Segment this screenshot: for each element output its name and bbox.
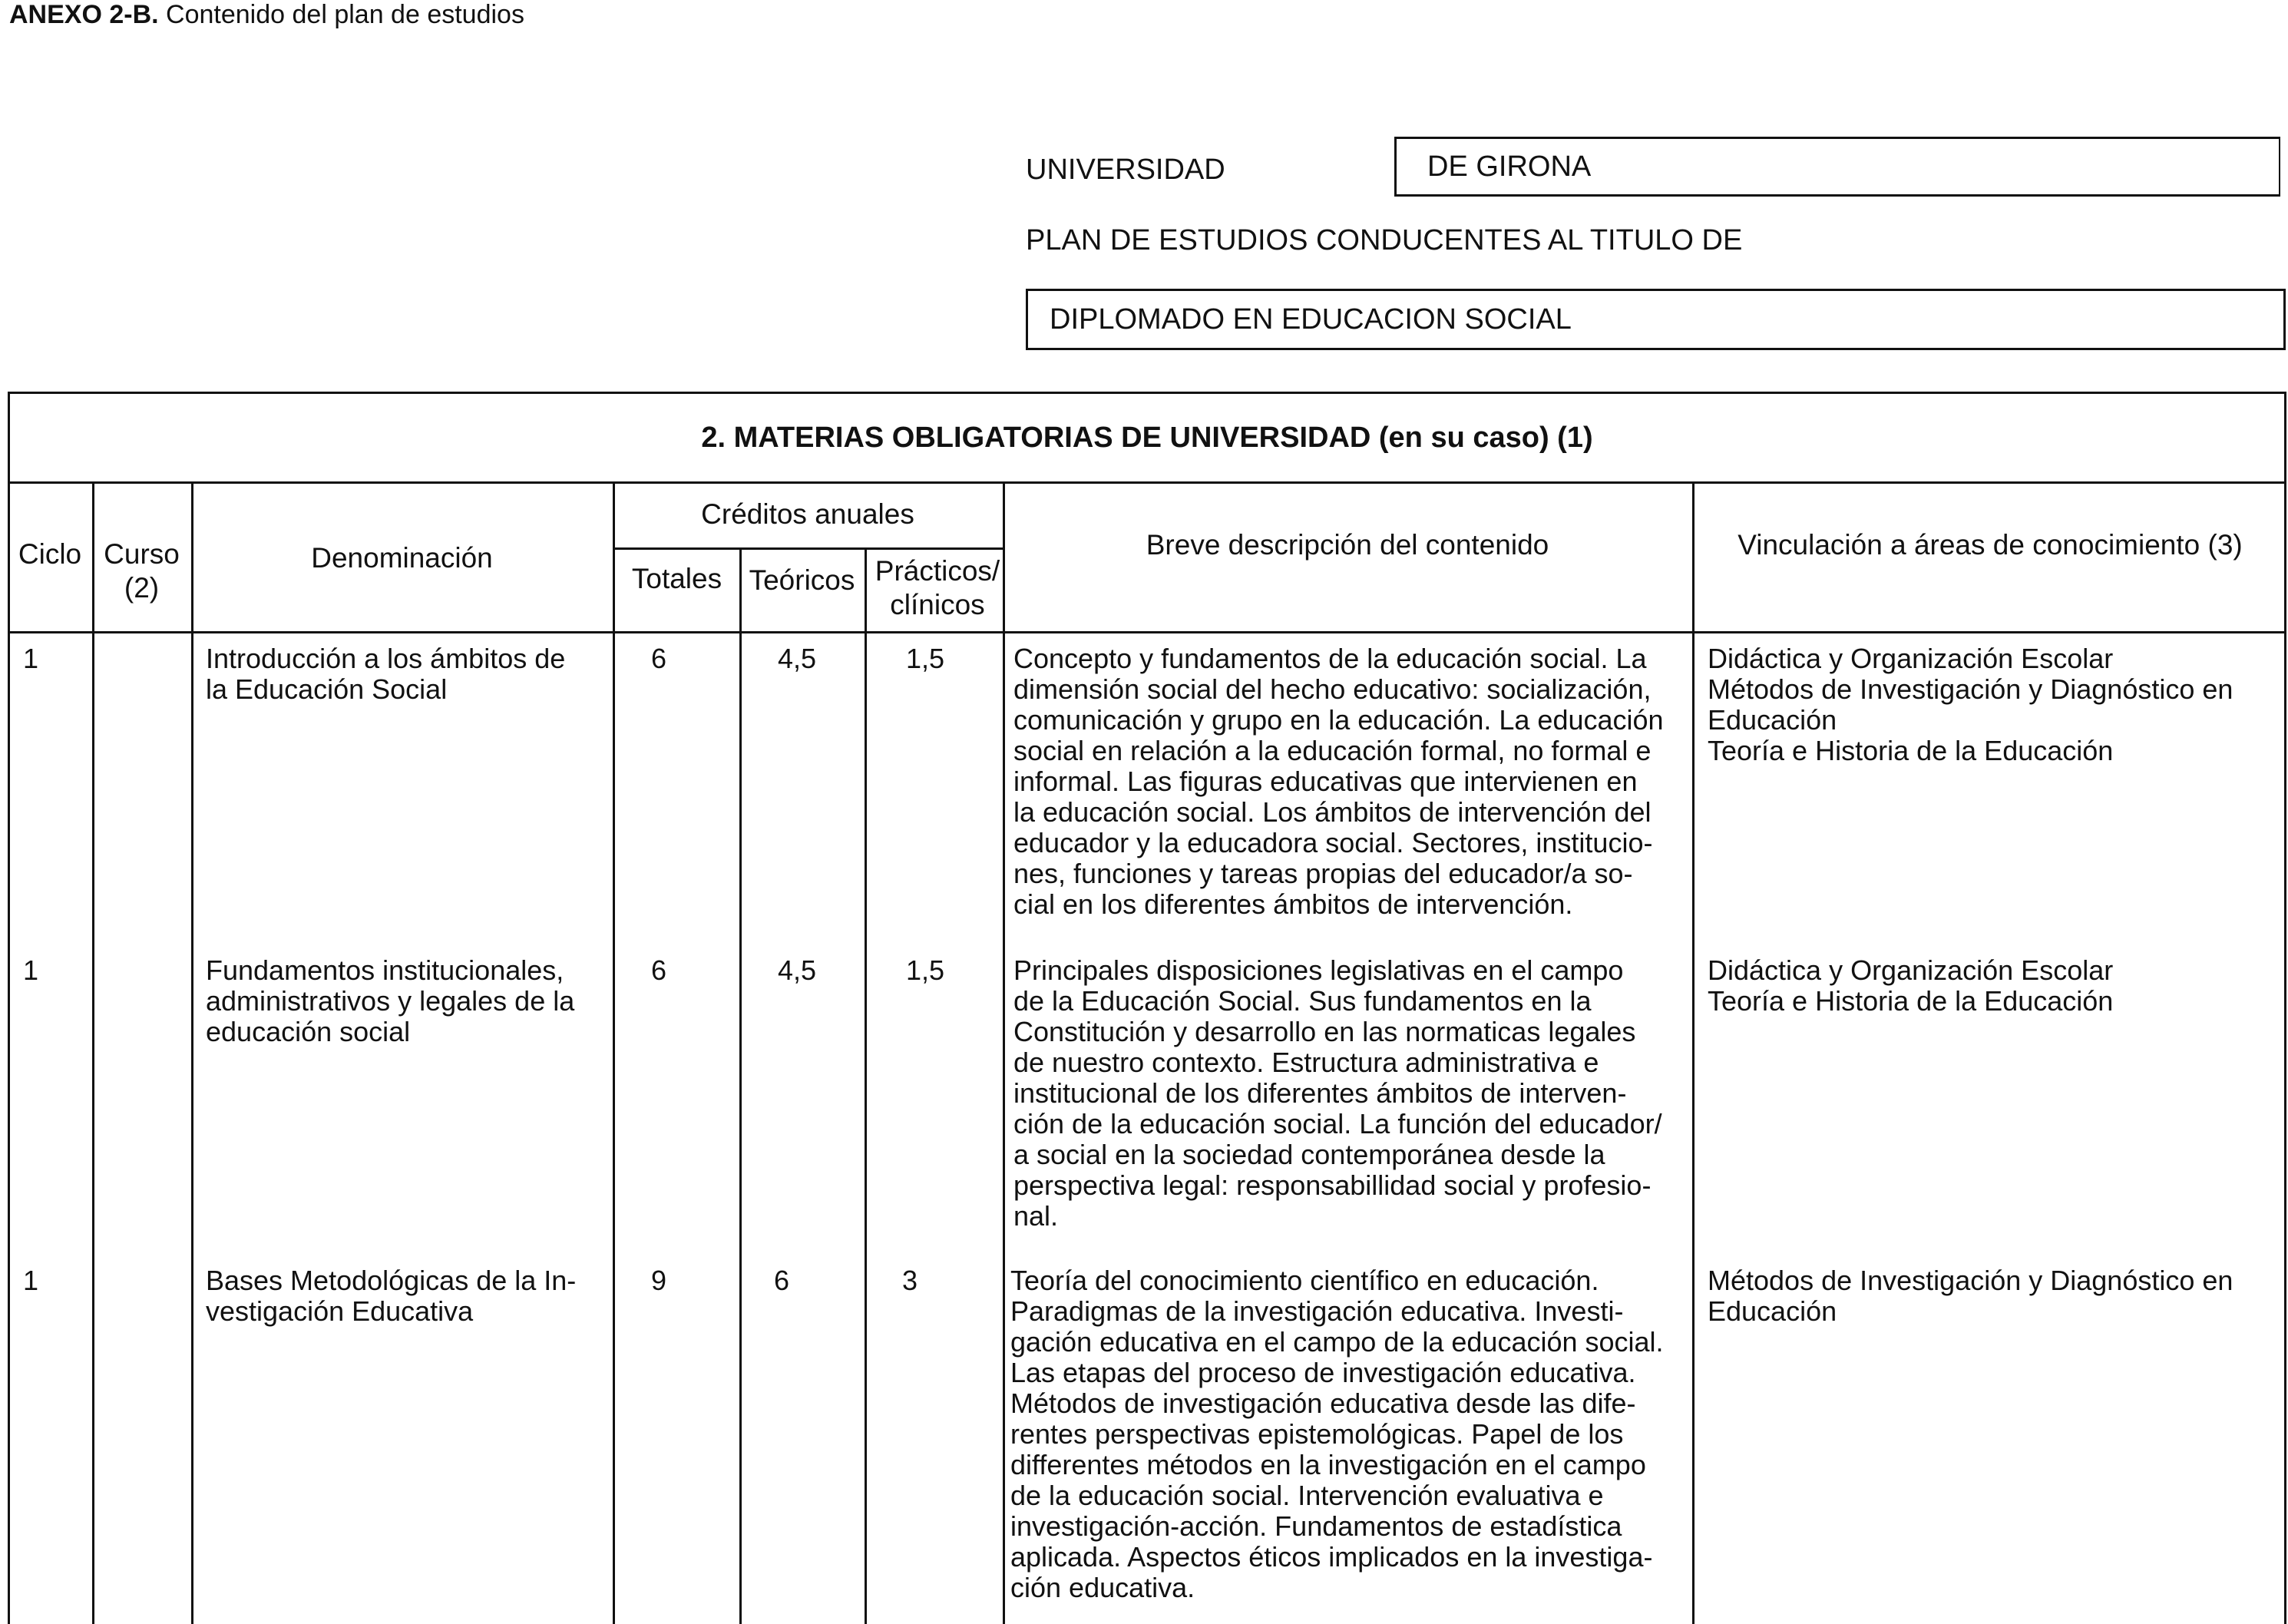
row1-descripcion-line: la educación social. Los ámbitos de intervención del <box>1013 796 1652 828</box>
row3-descripcion-line: Las etapas del proceso de investigación educativa. <box>1010 1357 1636 1388</box>
row3-denominacion <box>206 1265 605 1327</box>
university-label: UNIVERSIDAD <box>1026 154 1225 186</box>
column-divider <box>1003 481 1005 1624</box>
row1-descripcion-line: comunicación y grupo en la educación. La educación <box>1013 704 1664 736</box>
annex-heading <box>9 0 524 30</box>
row1-area-line: Teoría e Historia de la Educación <box>1708 735 2114 766</box>
row3-descripcion-line: gación educativa en el campo de la educación social. <box>1010 1326 1664 1358</box>
row1-area-line: Didáctica y Organización Escolar <box>1708 643 2114 674</box>
header-teoricos: Teóricos <box>749 564 855 596</box>
row1-descripcion-line: nes, funciones y tareas propias del educador/a so- <box>1013 858 1633 889</box>
row3-practicos: 3 <box>901 1265 918 1296</box>
row2-descripcion-line: de nuestro contexto. Estructura administrativa e <box>1013 1047 1599 1078</box>
annex-number: ANEXO 2-B. <box>9 0 159 29</box>
row3-descripcion-line: differentes métodos en la investigación en el campo <box>1010 1449 1646 1480</box>
row2-practicos: 1,5 <box>905 954 945 986</box>
row1-denominacion-line: Introducción a los ámbitos de <box>206 643 566 674</box>
row2-descripcion-line: ción de la educación social. La función del educador/ <box>1013 1108 1662 1139</box>
row1-ciclo: 1 <box>23 643 39 674</box>
row3-descripcion-line: ción educativa. <box>1010 1572 1195 1603</box>
row2-areas <box>1708 955 2283 1017</box>
row3-descripcion-line: aplicada. Aspectos éticos implicados en la investiga- <box>1010 1541 1653 1573</box>
row1-teoricos: 4,5 <box>777 643 817 674</box>
row2-descripcion-line: a social en la sociedad contemporánea desde la <box>1013 1139 1605 1170</box>
row2-descripcion-line: de la Educación Social. Sus fundamentos en la <box>1013 985 1592 1017</box>
row3-areas <box>1708 1265 2283 1327</box>
row2-descripcion <box>1013 955 1680 1232</box>
row1-denominacion <box>206 643 605 705</box>
row2-descripcion-line: perspectiva legal: responsabillidad social y profesio- <box>1013 1169 1652 1201</box>
column-divider <box>613 481 615 1624</box>
row1-practicos: 1,5 <box>905 643 945 674</box>
row1-area-line: Métodos de Investigación y Diagnóstico en <box>1708 673 2233 705</box>
row3-area-line: Educación <box>1708 1295 1837 1327</box>
row1-descripcion-line: dimensión social del hecho educativo: socialización, <box>1013 673 1652 705</box>
row3-descripcion-line: rentes perspectivas epistemológicas. Papel de los <box>1010 1418 1624 1450</box>
row1-descripcion-line: Concepto y fundamentos de la educación social. La <box>1013 643 1647 674</box>
degree-value: DIPLOMADO EN EDUCACION SOCIAL <box>1050 303 1572 336</box>
row3-totales: 9 <box>650 1265 667 1296</box>
table-title: 2. MATERIAS OBLIGATORIAS DE UNIVERSIDAD (en su caso) (1) <box>701 422 1593 454</box>
header-ciclo: Ciclo <box>18 538 82 570</box>
row2-denominacion-line: administrativos y legales de la <box>206 985 575 1017</box>
header-totales: Totales <box>631 563 722 594</box>
column-divider <box>191 481 193 1624</box>
row3-denominacion-line: Bases Metodológicas de la In- <box>206 1265 577 1296</box>
row3-teoricos: 6 <box>773 1265 790 1296</box>
row2-descripcion-line: nal. <box>1013 1200 1059 1232</box>
plan-label: PLAN DE ESTUDIOS CONDUCENTES AL TITULO DE <box>1026 224 1743 256</box>
university-value: DE GIRONA <box>1427 150 1592 183</box>
row2-denominacion <box>206 955 605 1047</box>
header-curso-note: (2) <box>124 572 160 604</box>
row1-descripcion-line: informal. Las figuras educativas que intervienen en <box>1013 766 1638 797</box>
row2-denominacion-line: Fundamentos institucionales, <box>206 954 564 986</box>
row2-denominacion-line: educación social <box>206 1016 411 1047</box>
header-practicos-line1: Prácticos/ <box>875 555 1000 587</box>
header-curso-label: Curso <box>104 538 180 570</box>
row3-descripcion-line: Paradigmas de la investigación educativa. Investi- <box>1010 1295 1624 1327</box>
header-curso <box>92 537 191 605</box>
row1-descripcion <box>1013 643 1680 920</box>
row3-descripcion-line: investigación-acción. Fundamentos de estadística <box>1010 1510 1622 1542</box>
header-descripcion: Breve descripción del contenido <box>1146 529 1549 561</box>
column-divider <box>865 547 867 1624</box>
row3-descripcion-line: Métodos de investigación educativa desde las dife- <box>1010 1388 1636 1419</box>
header-creditos: Créditos anuales <box>701 498 914 530</box>
degree-value-box <box>1026 289 2286 350</box>
header-practicos <box>865 554 1010 622</box>
row2-ciclo: 1 <box>23 954 39 986</box>
column-divider <box>92 481 94 1624</box>
university-value-box <box>1394 137 2280 197</box>
row2-totales: 6 <box>650 954 667 986</box>
header-vinculacion: Vinculación a áreas de conocimiento (3) <box>1737 529 2243 561</box>
row3-ciclo: 1 <box>23 1265 39 1296</box>
row1-descripcion-line: educador y la educadora social. Sectores, institucio- <box>1013 827 1653 858</box>
row1-descripcion-line: cial en los diferentes ámbitos de intervención. <box>1013 888 1573 920</box>
header-denominacion: Denominación <box>311 542 493 574</box>
row2-descripcion-line: Principales disposiciones legislativas en el campo <box>1013 954 1624 986</box>
annex-title: Contenido del plan de estudios <box>166 0 524 29</box>
row3-descripcion-line: Teoría del conocimiento científico en educación. <box>1010 1265 1599 1296</box>
row3-descripcion <box>1010 1265 1677 1603</box>
row1-area-line: Educación <box>1708 704 1837 736</box>
column-divider <box>1692 481 1695 1624</box>
column-divider <box>739 547 742 1624</box>
row1-areas <box>1708 643 2283 766</box>
credits-subheader-divider <box>614 547 1004 550</box>
row2-area-line: Teoría e Historia de la Educación <box>1708 985 2114 1017</box>
row3-denominacion-line: vestigación Educativa <box>206 1295 474 1327</box>
row2-teoricos: 4,5 <box>777 954 817 986</box>
row3-area-line: Métodos de Investigación y Diagnóstico en <box>1708 1265 2233 1296</box>
row1-totales: 6 <box>650 643 667 674</box>
row2-area-line: Didáctica y Organización Escolar <box>1708 954 2114 986</box>
row2-descripcion-line: institucional de los diferentes ámbitos de interven- <box>1013 1077 1627 1109</box>
row1-descripcion-line: social en relación a la educación formal, no formal e <box>1013 735 1652 766</box>
header-practicos-line2: clínicos <box>890 589 985 620</box>
row3-descripcion-line: de la educación social. Intervención evaluativa e <box>1010 1480 1604 1511</box>
row2-descripcion-line: Constitución y desarrollo en las normaticas legales <box>1013 1016 1636 1047</box>
header-bottom-divider <box>8 631 2286 633</box>
row1-denominacion-line: la Educación Social <box>206 673 448 705</box>
